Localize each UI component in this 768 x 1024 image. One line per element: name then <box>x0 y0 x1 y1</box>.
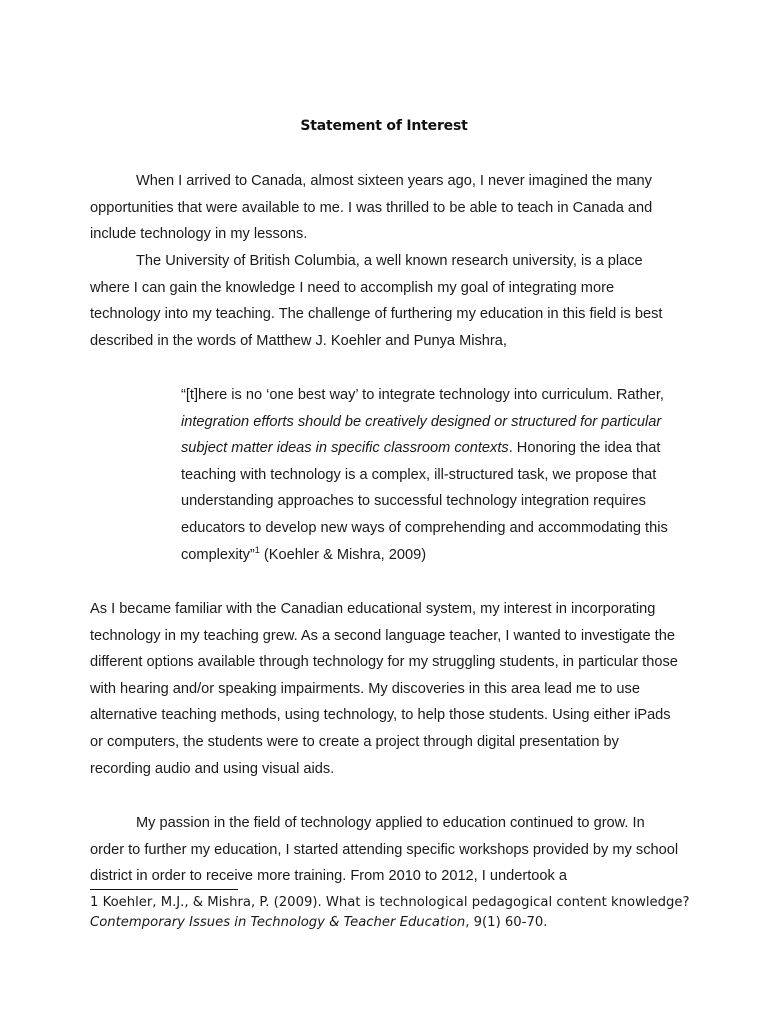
paragraph-arrival: When I arrived to Canada, almost sixteen years ago, I never imagined the many opportunities that were available to me. I was thrilled to be able to teach in Canada and include technology in my lessons. <box>90 173 653 243</box>
block-quote <box>181 382 671 568</box>
quote-citation: (Koehler & Mishra, 2009) <box>259 546 427 563</box>
quote-text-start: “[t]here is no ‘one best way’ to integrate technology into curriculum. Rather, <box>181 387 664 403</box>
quote-italic-text: integration efforts should be creatively designed or structured for particular subject matter ideas in specific classroom contexts <box>181 413 662 457</box>
footnote-separator <box>90 889 238 890</box>
document-title: Statement of Interest <box>300 118 468 134</box>
quote-text-end: . Honoring the idea that teaching with technology is a complex, ill-structured task, we propose that understanding approaches to successful technology integration requires educators to develop new ways of comprehending and accommodating this complexity” <box>181 440 668 563</box>
paragraph-ubc: The University of British Columbia, a well known research university, is a place where I can gain the knowledge I need to accomplish my goal of integrating more technology into my teaching. The challenge of furthering my education in this field is best described in the words of Matthew J. Koehler and Punya Mishra, <box>90 253 663 349</box>
footnote <box>90 893 690 932</box>
footnote-text: 1 Koehler, M.J., & Mishra, P. (2009). What is technological pedagogical content knowledge? <box>90 895 690 910</box>
paragraph-passion: My passion in the field of technology applied to education continued to grow. In order to further my education, I started attending specific workshops provided by my school district in order to receive more training. From 2010 to 2012, I undertook a <box>90 815 679 885</box>
footnote-details: , 9(1) 60-70. <box>465 914 548 930</box>
footnote-reference-mark[interactable]: 1 <box>254 544 260 555</box>
footnote-journal: Contemporary Issues in Technology & Teacher Education <box>90 914 466 930</box>
paragraph-canadian-system: As I became familiar with the Canadian educational system, my interest in incorporating technology in my teaching grew. As a second language teacher, I wanted to investigate the different options available through technology for my struggling students, in particular those with hearing and/or speaking impairments. My discoveries in this area lead me to use alternative teaching methods, using technology, to help those students. Using either iPads or computers, the students were to create a project through digital presentation by recording audio and using visual aids. <box>90 601 678 777</box>
